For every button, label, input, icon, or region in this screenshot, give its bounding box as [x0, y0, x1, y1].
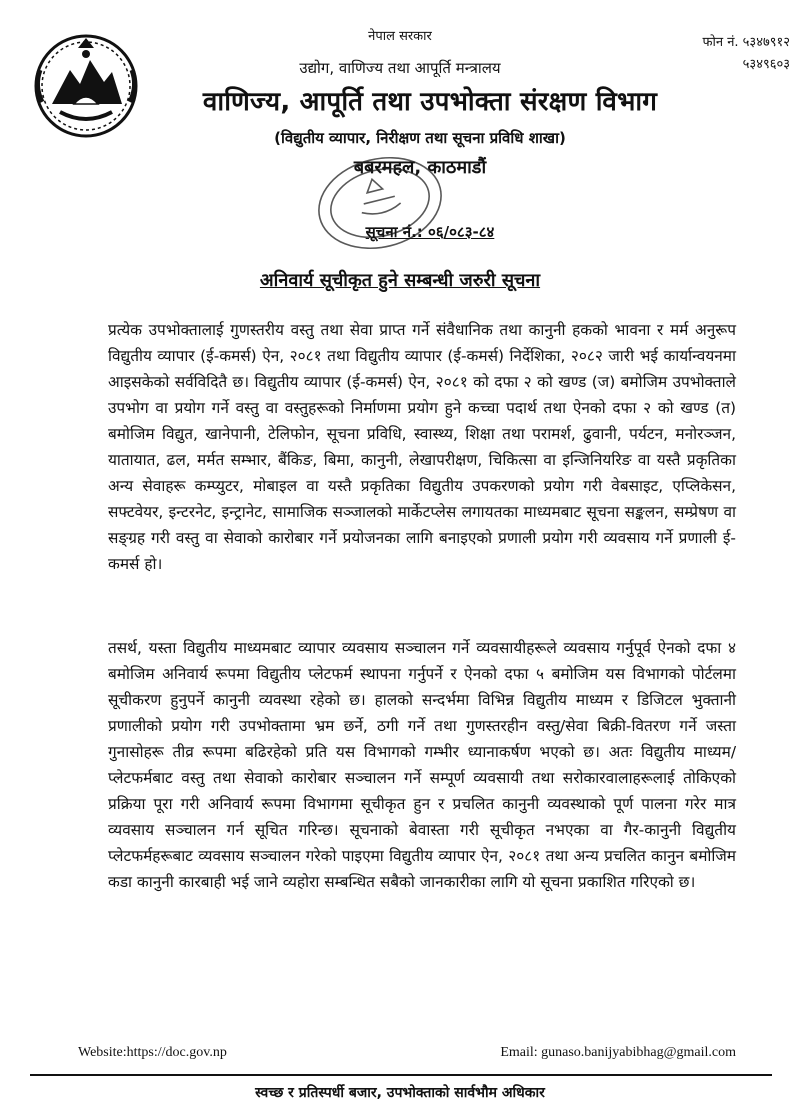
footer-motto: स्वच्छ र प्रतिस्पर्धी बजार, उपभोक्ताको सार्वभौम अधिकार: [255, 1085, 545, 1101]
notice-subject: अनिवार्य सूचीकृत हुने सम्बन्धी जरुरी सूचना: [259, 270, 541, 291]
phone-primary: फोन नं. ५३४७९१२: [702, 35, 790, 50]
email-link[interactable]: Email: gunaso.banijyabibhag@gmail.com: [500, 1045, 736, 1060]
notice-paragraph: तसर्थ, यस्ता विद्युतीय माध्यमबाट व्यापार व्यवसाय सञ्चालन गर्ने व्यवसायीहरूले व्यवसाय गर्नुपूर्व ऐनको दफा ४ बमोजिम अनिवार्य रूपमा विद्युतीय प्लेटफर्म स्थापना गर्नुपर्ने र ऐनको दफा ५ बमोजिम यस विभागको पोर्टलमा सूचीकरण हुनुपर्ने कानुनी व्यवस्था रहेको छ। हालको सन्दर्भमा विभिन्न विद्युतीय माध्यम र डिजिटल भुक्तानी प्रणालीको प्रयोग गरी उपभोक्तामा भ्रम छर्ने, ठगी गर्ने तथा गुणस्तरहीन वस्तु/सेवा बिक्री-वितरण गर्ने जस्ता गुनासोहरू तीव्र रूपमा बढिरहेको प्रति यस विभागको गम्भीर ध्यानाकर्षण भएको छ। अतः विद्युतीय माध्यम/प्लेटफर्मबाट वस्तु तथा सेवाको कारोबार सञ्चालन गर्ने सम्पूर्ण व्यवसायी तथा सरोकारवालाहरूलाई तोकिएको प्रक्रिया पूरा गरी अनिवार्य रूपमा विभागमा सूचीकृत हुन र प्रचलित कानुनी व्यवस्थाको पूर्ण पालना गरेर मात्र व्यवसाय सञ्चालन गर्न सूचित गरिन्छ। सूचनाको बेवास्ता गरी सूचीकृत नभएका वा गैर-कानुनी विद्युतीय प्लेटफर्महरूबाट व्यवसाय सञ्चालन गरेको पाइएमा विद्युतीय व्यापार ऐन, २०८१ तथा अन्य प्रचलित कानुन बमोजिम कडा कानुनी कारबाही भई जाने व्यहोरा सम्बन्धित सबैको जानकारीका लागि यो सूचना प्रकाशित गरिएको छ।: [108, 639, 736, 891]
phone-secondary: ५३४९६०३: [742, 57, 790, 72]
footer-divider: [30, 1074, 772, 1076]
ministry-name: उद्योग, वाणिज्य तथा आपूर्ति मन्त्रालय: [299, 59, 501, 77]
department-name: वाणिज्य, आपूर्ति तथा उपभोक्ता संरक्षण विभाग: [202, 87, 658, 117]
office-location: बबरमहल, काठमाडौं: [353, 157, 487, 178]
phone-numbers: [610, 32, 790, 76]
branch-name: (विद्युतीय व्यापार, निरीक्षण तथा सूचना प्रविधि शाखा): [274, 129, 566, 147]
nepal-emblem-icon: [30, 30, 142, 142]
notice-paragraph: प्रत्येक उपभोक्तालाई गुणस्तरीय वस्तु तथा सेवा प्राप्त गर्ने संवैधानिक तथा कानुनी हकको भावना र मर्म अनुरूप विद्युतीय व्यापार (ई-कमर्स) ऐन, २०८१ तथा विद्युतीय व्यापार (ई-कमर्स) निर्देशिका, २०८२ जारी भई कार्यान्वयनमा आइसकेको सर्वविदितै छ। विद्युतीय व्यापार (ई-कमर्स) ऐन, २०८१ को दफा २ को खण्ड (ज) बमोजिम उपभोक्ताले उपभोग वा प्रयोग गर्ने वस्तु वा वस्तुहरूको निर्माणमा प्रयोग हुने कच्चा पदार्थ तथा ऐनको दफा २ को खण्ड (त) बमोजिम विद्युत, खानेपानी, टेलिफोन, सूचना प्रविधि, स्वास्थ्य, शिक्षा तथा परामर्श, ढुवानी, पर्यटन, मनोरञ्जन, यातायात, ढल, मर्मत सम्भार, बैंकिङ, बिमा, कानुनी, लेखापरीक्षण, चिकित्सा वा इन्जिनियरिङ वा यस्तै प्रकृतिका अन्य सेवाहरू कम्प्युटर, मोबाइल वा यस्तै प्रकृतिका विद्युतीय उपकरणको प्रयोग गरी वेबसाइट, एप्लिकेसन, सफ्टवेयर, इन्टरनेट, इन्ट्रानेट, सामाजिक सञ्जालको मार्केटप्लेस लगायतका माध्यमबाट सूचना सङ्कलन, सम्प्रेषण वा सङ्ग्रह गरी वस्तु वा सेवाको कारोबार गर्ने प्रयोजनका लागि बनाइएको प्रणाली प्रयोग गरी व्यवसाय गर्ने प्रणाली ई-कमर्स हो।: [108, 321, 736, 573]
government-name: नेपाल सरकार: [368, 29, 432, 44]
website-link[interactable]: Website:https://doc.gov.np: [78, 1045, 227, 1060]
notice-number: सूचना नं.: ०६/०८३-८४: [365, 223, 495, 241]
